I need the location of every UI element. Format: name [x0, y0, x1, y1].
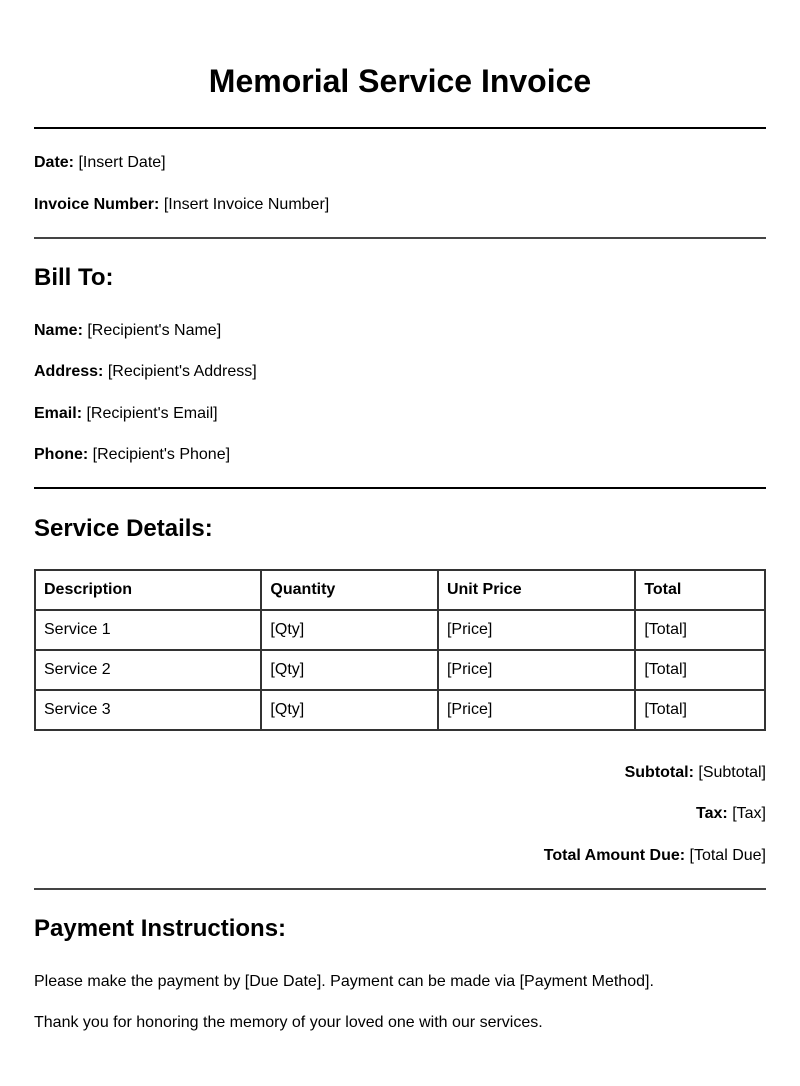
- invoice-number-value: [Insert Invoice Number]: [163, 196, 330, 213]
- closing-message: Thank you for honoring the memory of your loved one with our services.: [34, 1014, 543, 1031]
- cell-description: Service 1: [35, 610, 261, 650]
- cell-quantity: [Qty]: [261, 690, 438, 730]
- field-value: [Recipient's Name]: [87, 322, 222, 339]
- column-header-description: Description: [35, 570, 261, 610]
- table-row: [35, 690, 765, 730]
- cell-description: Service 3: [35, 690, 261, 730]
- divider: [34, 237, 766, 239]
- date-value: [Insert Date]: [78, 154, 166, 171]
- divider: [34, 888, 766, 890]
- cell-quantity: [Qty]: [261, 610, 438, 650]
- column-header-total: Total: [635, 570, 765, 610]
- field-value: [Recipient's Address]: [107, 363, 257, 380]
- field-value: [Recipient's Email]: [86, 405, 218, 422]
- payment-instructions-heading: Payment Instructions:: [34, 915, 287, 942]
- subtotal-label: Subtotal:: [624, 764, 694, 781]
- page-title: Memorial Service Invoice: [208, 63, 592, 99]
- field-label: Name:: [34, 322, 83, 339]
- divider: [34, 487, 766, 489]
- cell-unit-price: [Price]: [438, 650, 635, 690]
- tax-value: [Tax]: [732, 805, 766, 822]
- service-table: [34, 569, 766, 731]
- tax-label: Tax:: [696, 805, 728, 822]
- bill-to-address-field: [34, 362, 257, 382]
- bill-to-email-field: [34, 404, 218, 424]
- bill-to-phone-field: [34, 445, 230, 465]
- total-due-label: Total Amount Due:: [543, 847, 686, 864]
- field-label: Address:: [34, 363, 104, 380]
- bill-to-name-field: [34, 321, 221, 341]
- date-field: [34, 153, 166, 173]
- bill-to-heading: Bill To:: [34, 264, 114, 291]
- subtotal-value: [Subtotal]: [698, 764, 766, 781]
- divider: [34, 127, 766, 129]
- cell-total: [Total]: [635, 610, 765, 650]
- total-due-field: [544, 846, 766, 866]
- cell-total: [Total]: [635, 650, 765, 690]
- invoice-number-field: [34, 195, 329, 215]
- cell-total: [Total]: [635, 690, 765, 730]
- field-label: Email:: [34, 405, 83, 422]
- service-details-heading: Service Details:: [34, 515, 213, 542]
- payment-instructions-text: Please make the payment by [Due Date]. Payment can be made via [Payment Method].: [34, 973, 654, 990]
- field-value: [Recipient's Phone]: [92, 446, 231, 463]
- table-header-row: [35, 570, 765, 610]
- cell-unit-price: [Price]: [438, 690, 635, 730]
- cell-description: Service 2: [35, 650, 261, 690]
- cell-unit-price: [Price]: [438, 610, 635, 650]
- column-header-quantity: Quantity: [261, 570, 438, 610]
- invoice-number-label: Invoice Number:: [34, 196, 160, 213]
- table-row: [35, 610, 765, 650]
- cell-quantity: [Qty]: [261, 650, 438, 690]
- total-due-value: [Total Due]: [689, 847, 766, 864]
- column-header-unit-price: Unit Price: [438, 570, 635, 610]
- table-row: [35, 650, 765, 690]
- date-label: Date:: [34, 154, 75, 171]
- tax-field: [696, 804, 766, 824]
- subtotal-field: [625, 763, 766, 783]
- field-label: Phone:: [34, 446, 89, 463]
